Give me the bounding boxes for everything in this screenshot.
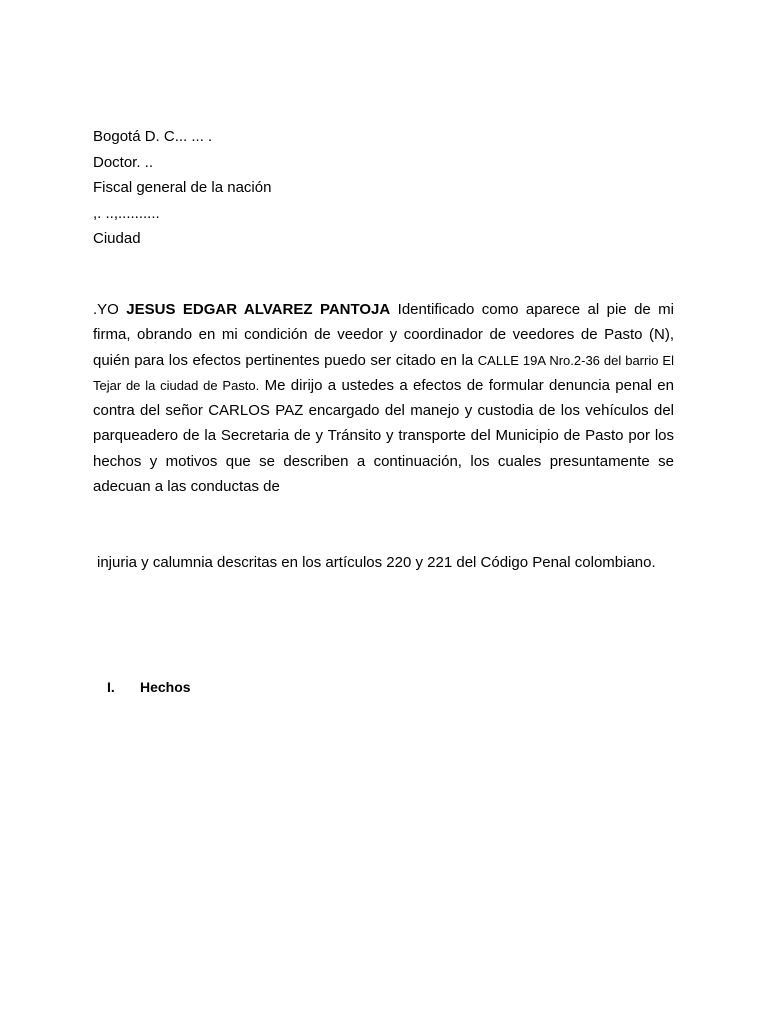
complainant-name: JESUS EDGAR ALVAREZ PANTOJA xyxy=(126,301,391,318)
section-title: Hechos xyxy=(140,679,191,695)
city-line: Ciudad xyxy=(93,230,141,247)
address: CALLE 19A Nro.2-36 del barrio El Tejar de la ciudad de Pasto. xyxy=(93,352,674,393)
recipient-title: Fiscal general de la nación xyxy=(93,179,272,196)
salutation: Doctor. .. xyxy=(93,153,154,171)
body-paragraph xyxy=(93,297,674,499)
letter-header xyxy=(93,124,271,252)
charges-line: injuria y calumnia descritas en los artículos 220 y 221 del Código Penal colombiano. xyxy=(97,554,656,571)
body-text-2: Me dirijo a ustedes a efectos de formular denuncia penal en contra del señor CARLOS PAZ encargado del manejo y custodia de los vehículos del parqueadero de la Secretaria de y Tránsito y transporte del Municipio de Pasto por los hechos y motivos que se describen a continuación, los cuales presuntamente se adecuan a las conductas de xyxy=(93,376,674,496)
recipient-name: ,. ..,.......... xyxy=(93,204,160,222)
intro-prefix: .YO xyxy=(93,301,127,318)
place-date: Bogotá D. C... ... . xyxy=(93,128,213,145)
section-number: I. xyxy=(107,679,115,695)
body-text-1: Identificado como aparece al pie de mi firma, obrando en mi condición de veedor y coordinador de veedores de Pasto (N), quién para los efectos pertinentes puedo ser citado en la xyxy=(93,301,674,369)
section-heading xyxy=(107,676,191,698)
